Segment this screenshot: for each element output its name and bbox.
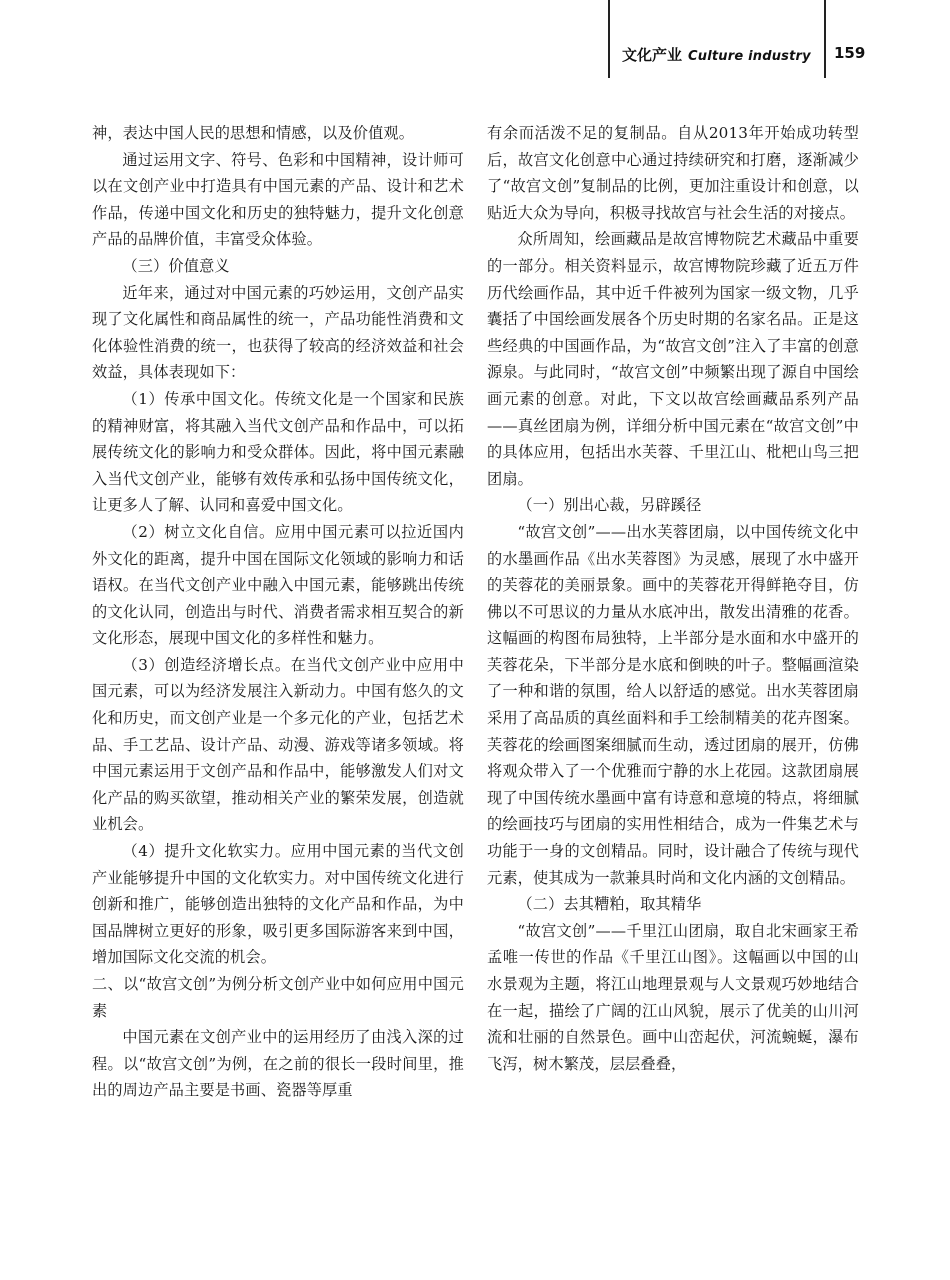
paragraph: 中国元素在文创产业中的运用经历了由浅入深的过程。以“故宫文创”为例，在之前的很长一段时间里，推出的周边产品主要是书画、瓷器等厚重 <box>92 1028 464 1100</box>
header-divider-left <box>608 0 610 78</box>
left-column <box>92 120 464 1104</box>
paragraph: （1）传承中国文化。传统文化是一个国家和民族的精神财富，将其融入当代文创产品和作品中，可以拓展传统文化的影响力和受众群体。因此，将中国元素融入当代文创产业，能够有效传承和弘扬中国传统文化，让更多人了解、认同和喜爱中国文化。 <box>92 389 464 515</box>
header-divider-right <box>824 0 826 78</box>
subheading: （一）别出心裁，另辟蹊径 <box>517 496 702 515</box>
paragraph: “故宫文创”——千里江山团扇，取自北宋画家王希孟唯一传世的作品《千里江山图》。这幅画以中国的山水景观为主题，将江山地理景观与人文景观巧妙地结合在一起，描绘了广阔的江山风貌，展示了优美的山川河流和壮丽的自然景色。画中山峦起伏，河流蜿蜒，瀑布飞泻，树木繁茂，层层叠叠， <box>487 921 859 1073</box>
page-header <box>608 0 950 78</box>
paragraph: （4）提升文化软实力。应用中国元素的当代文创产业能够提升中国的文化软实力。对中国传统文化进行创新和推广，能够创造出独特的文化产品和作品，为中国品牌树立更好的形象，吸引更多国际游客来到中国，增加国际文化交流的机会。 <box>92 842 464 967</box>
right-column <box>487 120 859 1077</box>
section-title-cn: 文化产业 <box>622 46 683 64</box>
paragraph: 有余而活泼不足的复制品。自从2013年开始成功转型后，故宫文化创意中心通过持续研究和打磨，逐渐减少了“故宫文创”复制品的比例，更加注重设计和创意，以贴近大众为导向，积极寻找故宫与社会生活的对接点。 <box>487 124 859 222</box>
subheading: （三）价值意义 <box>122 256 230 275</box>
subheading: （二）去其糟粕，取其精华 <box>517 895 702 914</box>
paragraph: 众所周知，绘画藏品是故宫博物院艺术藏品中重要的一部分。相关资料显示，故宫博物院珍藏了近五万件历代绘画作品，其中近千件被列为国家一级文物，几乎囊括了中国绘画发展各个历史时期的名家名品。正是这些经典的中国画作品，为“故宫文创”注入了丰富的创意源泉。与此同时，“故宫文创”中频繁出现了源自中国绘画元素的创意。对此，下文以故宫绘画藏品系列产品——真丝团扇为例，详细分析中国元素在“故宫文创”中的具体应用，包括出水芙蓉、千里江山、枇杷山鸟三把团扇。 <box>487 230 859 488</box>
paragraph: 神，表达中国人民的思想和情感，以及价值观。 <box>92 124 415 142</box>
section-title <box>622 44 811 65</box>
paragraph: （3）创造经济增长点。在当代文创产业中应用中国元素，可以为经济发展注入新动力。中国有悠久的文化和历史，而文创产业是一个多元化的产业，包括艺术品、手工艺品、设计产品、动漫、游戏等诸多领域。将中国元素运用于文创产品和作品中，能够激发人们对文化产品的购买欲望，推动相关产业的繁荣发展，创造就业机会。 <box>92 655 464 834</box>
paragraph: （2）树立文化自信。应用中国元素可以拉近国内外文化的距离，提升中国在国际文化领域的影响力和话语权。在当代文创产业中融入中国元素，能够跳出传统的文化认同，创造出与时代、消费者需求相互契合的新文化形态，展现中国文化的多样性和魅力。 <box>92 522 464 648</box>
section-heading: 二、以“故宫文创”为例分析文创产业中如何应用中国元素 <box>92 975 464 1020</box>
section-title-en: Culture industry <box>688 49 811 64</box>
paragraph: 近年来，通过对中国元素的巧妙运用，文创产品实现了文化属性和商品属性的统一，产品功能性消费和文化体验性消费的统一，也获得了较高的经济效益和社会效益，具体表现如下： <box>92 283 464 382</box>
paragraph: “故宫文创”——出水芙蓉团扇，以中国传统文化中的水墨画作品《出水芙蓉图》为灵感，展现了水中盛开的芙蓉花的美丽景象。画中的芙蓉花开得鲜艳夺目，仿佛以不可思议的力量从水底冲出，散发出清雅的花香。这幅画的构图布局独特，上半部分是水面和水中盛开的芙蓉花朵，下半部分是水底和倒映的叶子。整幅画渲染了一种和谐的氛围，给人以舒适的感觉。出水芙蓉团扇采用了高品质的真丝面料和手工绘制精美的花卉图案。芙蓉花的绘画图案细腻而生动，透过团扇的展开，仿佛将观众带入了一个优雅而宁静的水上花园。这款团扇展现了中国传统水墨画中富有诗意和意境的特点，将细腻的绘画技巧与团扇的实用性相结合，成为一件集艺术与功能于一身的文创精品。同时，设计融合了传统与现代元素，使其成为一款兼具时尚和文化内涵的文创精品。 <box>487 522 859 887</box>
page-number: 159 <box>834 44 866 62</box>
paragraph: 通过运用文字、符号、色彩和中国精神，设计师可以在文创产业中打造具有中国元素的产品、设计和艺术作品，传递中国文化和历史的独特魅力，提升文化创意产品的品牌价值，丰富受众体验。 <box>92 150 464 249</box>
